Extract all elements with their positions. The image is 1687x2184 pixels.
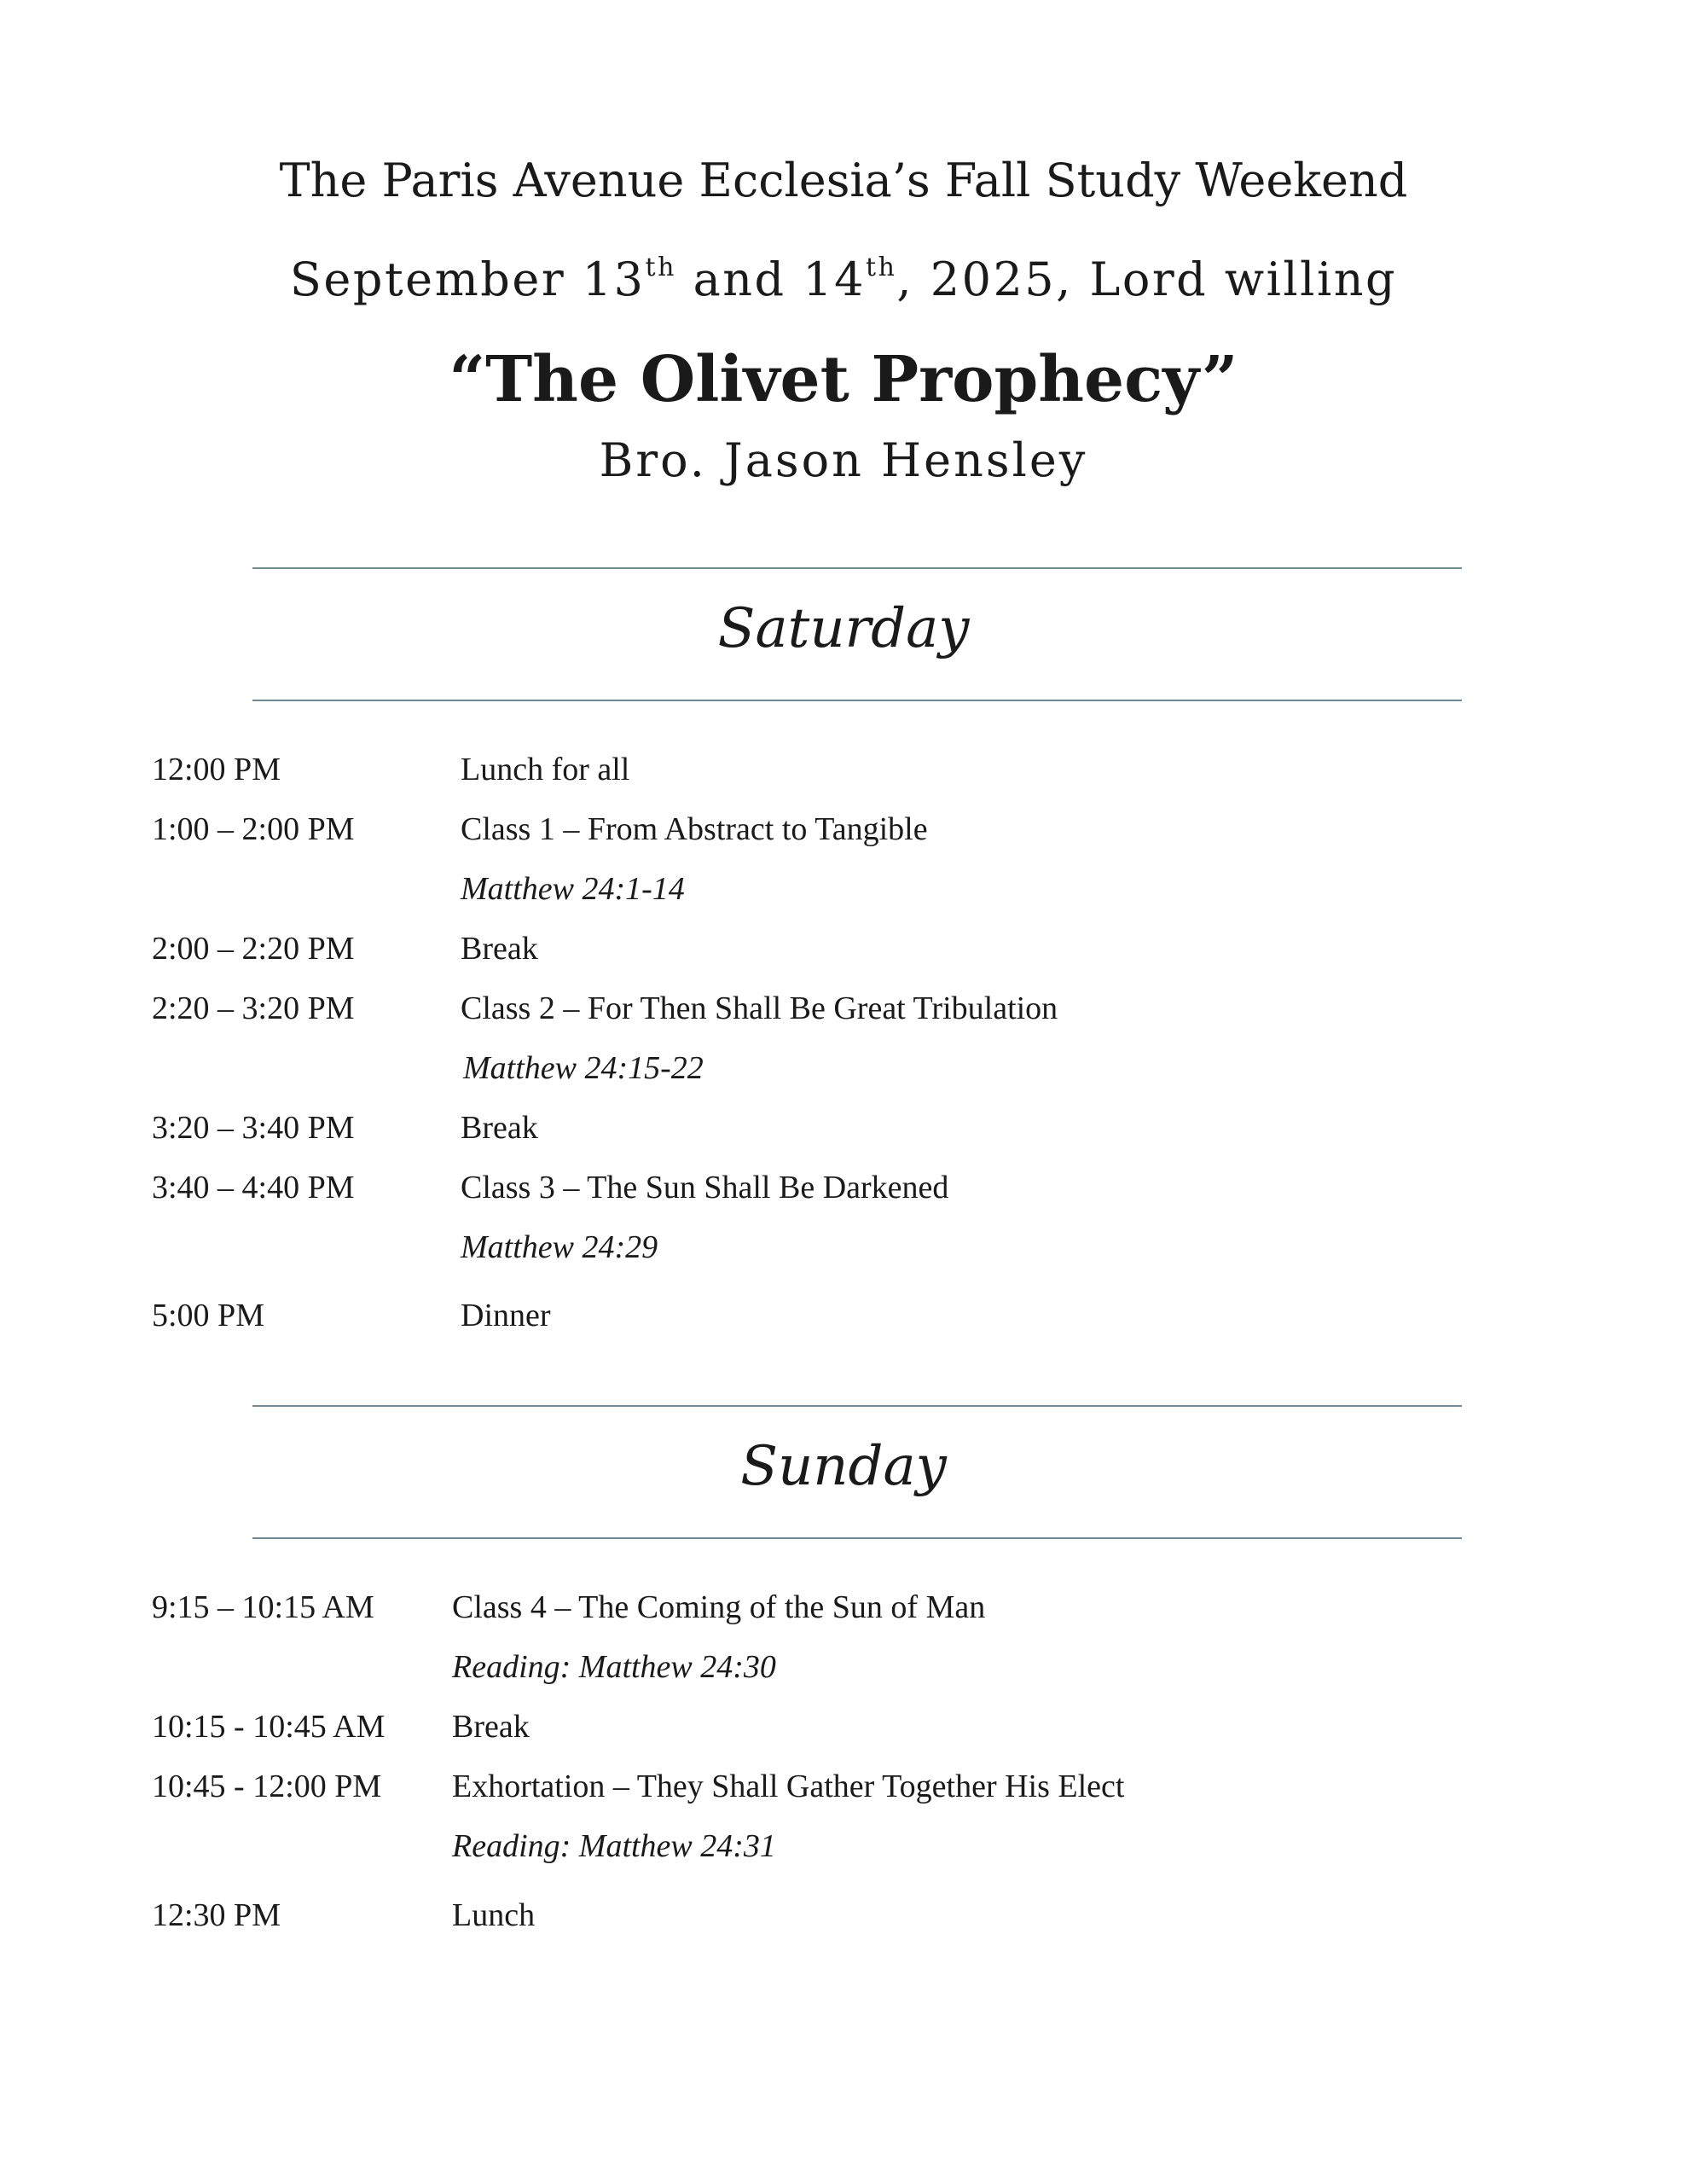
event-date	[0, 253, 1687, 306]
row-description: Lunch for all	[461, 752, 630, 787]
divider-rule	[252, 1405, 1462, 1407]
divider-rule	[252, 1537, 1462, 1539]
scripture-reading: Matthew 24:29	[461, 1229, 658, 1265]
saturday-heading: Saturday	[717, 597, 970, 660]
date-ordinal-1: th	[645, 253, 676, 282]
row-time: 5:00 PM	[152, 1298, 264, 1333]
row-description: Break	[461, 931, 538, 967]
row-description: Class 1 – From Abstract to Tangible	[461, 811, 928, 847]
row-time: 10:15 - 10:45 AM	[152, 1709, 386, 1745]
event-title: The Paris Avenue Ecclesia’s Fall Study Weekend	[279, 154, 1408, 207]
divider-rule	[252, 700, 1462, 701]
scripture-reading: Matthew 24:15-22	[463, 1050, 704, 1086]
date-part-2: and 14	[675, 253, 867, 306]
row-time: 1:00 – 2:00 PM	[152, 811, 355, 847]
row-description: Dinner	[461, 1298, 551, 1333]
date-part-3: , 2025, Lord willing	[896, 253, 1398, 306]
row-time: 12:30 PM	[152, 1897, 281, 1933]
sunday-heading: Sunday	[740, 1435, 947, 1498]
divider-rule	[252, 567, 1462, 569]
row-time: 2:00 – 2:20 PM	[152, 931, 355, 967]
row-description: Exhortation – They Shall Gather Together His Elect	[452, 1769, 1125, 1804]
row-time: 9:15 – 10:15 AM	[152, 1589, 374, 1625]
row-time: 10:45 - 12:00 PM	[152, 1769, 382, 1804]
row-time: 2:20 – 3:20 PM	[152, 990, 355, 1026]
row-description: Class 3 – The Sun Shall Be Darkened	[461, 1170, 949, 1205]
row-description: Class 4 – The Coming of the Sun of Man	[452, 1589, 986, 1625]
scripture-reading: Reading: Matthew 24:31	[452, 1828, 776, 1864]
scripture-reading: Reading: Matthew 24:30	[452, 1649, 776, 1685]
row-time: 12:00 PM	[152, 752, 281, 787]
row-time: 3:20 – 3:40 PM	[152, 1110, 355, 1146]
speaker-name: Bro. Jason Hensley	[599, 433, 1088, 487]
scripture-reading: Matthew 24:1-14	[461, 871, 685, 907]
row-description: Class 2 – For Then Shall Be Great Tribulation	[461, 990, 1058, 1026]
row-time: 3:40 – 4:40 PM	[152, 1170, 355, 1205]
study-title: “The Olivet Prophecy”	[449, 343, 1238, 416]
row-description: Break	[461, 1110, 538, 1146]
date-part-1: September 13	[289, 253, 646, 306]
row-description: Lunch	[452, 1897, 536, 1933]
row-description: Break	[452, 1709, 530, 1745]
date-ordinal-2: th	[866, 253, 897, 282]
